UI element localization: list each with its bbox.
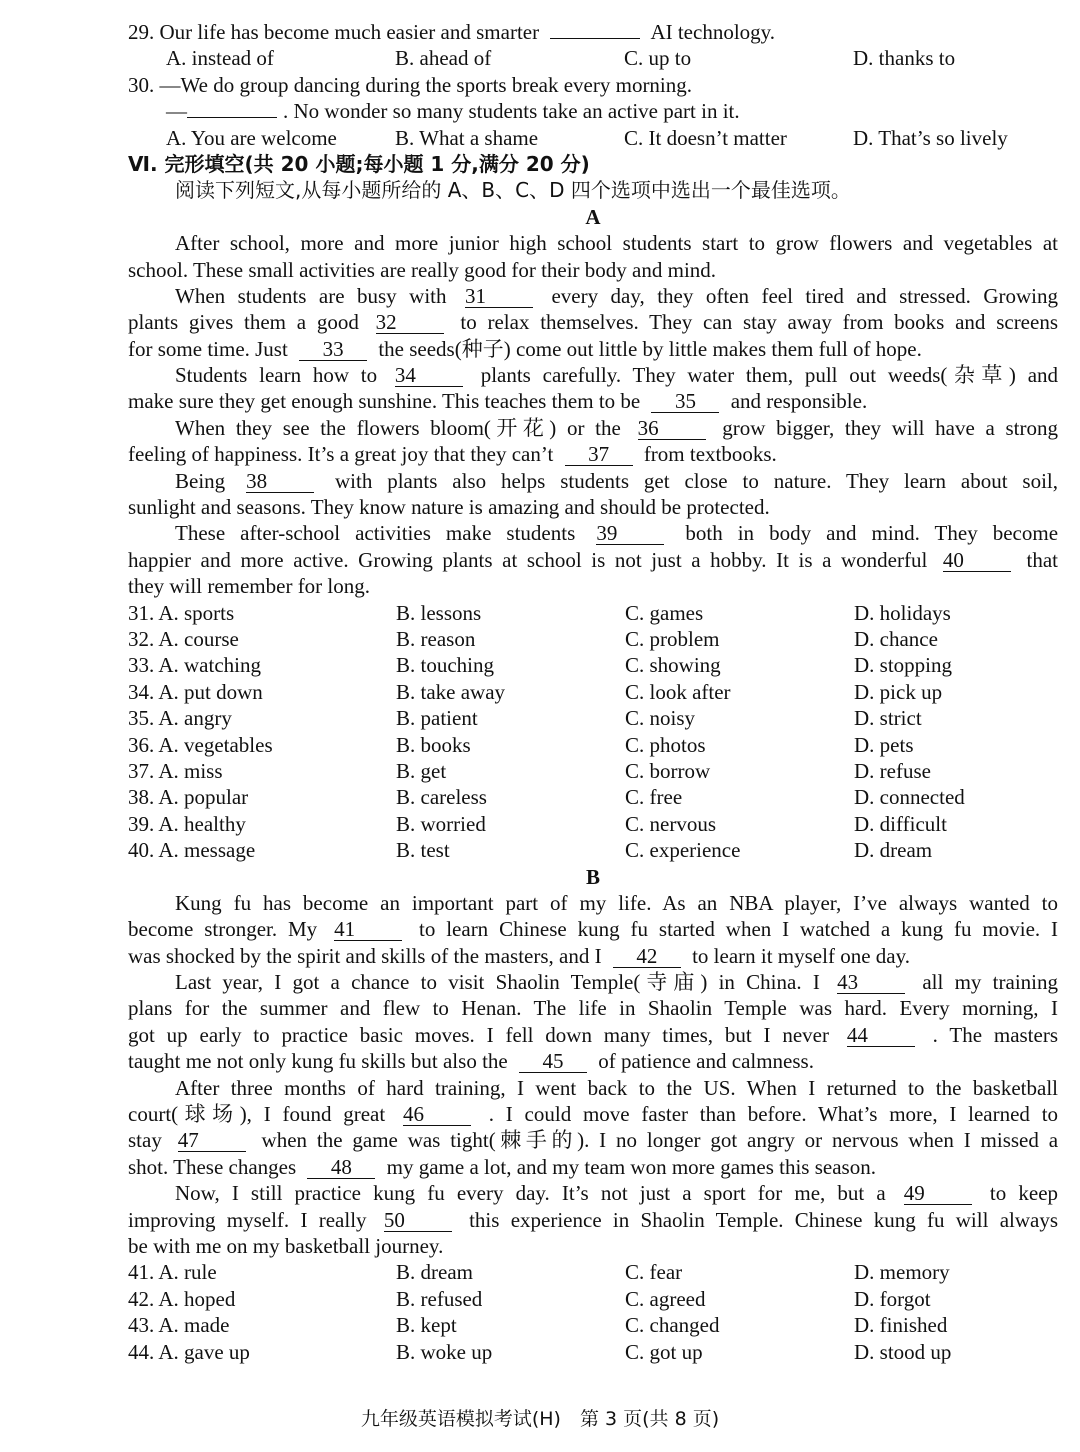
- option: D. refuse: [854, 758, 931, 783]
- passage-text: . I could move faster than before. What’s more, I learned to: [488, 1102, 1059, 1127]
- passage-text: to learn Chinese kung fu started when I watched a kung fu movie. I: [418, 917, 1059, 942]
- passage-text: After school, more and more junior high school students start to grow flowers and vegetables at: [175, 231, 1058, 256]
- question-30-reply-text: . No wonder so many students take an active part in it.: [283, 99, 740, 124]
- passage-text: they will remember for long.: [128, 574, 371, 599]
- blank-33: 33: [299, 338, 367, 361]
- question-30-options: [128, 125, 1058, 151]
- passage-text: of patience and calmness.: [598, 1049, 814, 1074]
- option: D. holidays: [854, 600, 951, 625]
- passage-text: happier and more active. Growing plants at school is not just a hobby. It is a wonderful: [128, 547, 928, 572]
- option-row: [128, 811, 1058, 837]
- passage-text: from textbooks.: [643, 442, 777, 467]
- option: D. That’s so lively: [853, 125, 1008, 150]
- option: B. woke up: [396, 1339, 493, 1364]
- passage-text: Being: [175, 468, 226, 493]
- passage-text: that: [1026, 547, 1059, 572]
- blank-46: 46: [403, 1103, 471, 1126]
- passage-b-options: [128, 1259, 1058, 1365]
- option: C. It doesn’t matter: [624, 125, 787, 150]
- option-row: [128, 1259, 1058, 1285]
- passage-line: [128, 890, 1058, 916]
- option-row: [128, 1286, 1058, 1312]
- option: 42. A. hoped: [128, 1286, 236, 1311]
- option: 34. A. put down: [128, 679, 263, 704]
- option: 37. A. miss: [128, 758, 223, 783]
- option: B. take away: [396, 679, 506, 704]
- passage-text: and responsible.: [730, 389, 868, 414]
- blank-36: 36: [638, 417, 706, 440]
- option: B. books: [396, 732, 471, 757]
- passage-line: [128, 1022, 1058, 1048]
- passage-a-label: A: [585, 204, 601, 229]
- passage-text: grow bigger, they will have a strong: [722, 415, 1059, 440]
- passage-text: After three months of hard training, I went back to the US. When I returned to the basketball: [175, 1075, 1058, 1100]
- option: B. worried: [396, 811, 486, 836]
- passage-text: court(球场), I found great: [128, 1102, 386, 1127]
- blank-31: 31: [465, 285, 533, 308]
- option: D. memory: [854, 1260, 950, 1285]
- option: 35. A. angry: [128, 706, 232, 731]
- option: C. agreed: [625, 1286, 706, 1311]
- option: B. lessons: [396, 600, 482, 625]
- passage-text: stay: [128, 1128, 162, 1153]
- passage-line: [128, 309, 1058, 335]
- option-row: [128, 626, 1058, 652]
- option-row: [128, 758, 1058, 784]
- blank-37: 37: [565, 443, 633, 466]
- option: 32. A. course: [128, 626, 239, 651]
- passage-text: the seeds(种子) come out little by little makes them full of hope.: [378, 336, 922, 361]
- passage-line: [128, 1233, 1058, 1259]
- option-row: [128, 837, 1058, 863]
- passage-line: [128, 995, 1058, 1021]
- passage-text: all my training: [922, 970, 1058, 995]
- option: C. changed: [625, 1313, 720, 1338]
- passage-a: [128, 230, 1058, 599]
- option: B. reason: [396, 626, 476, 651]
- option-row: [128, 652, 1058, 678]
- passage-text: feeling of happiness. It’s a great joy that they can’t: [128, 442, 554, 467]
- passage-text: make sure they get enough sunshine. This teaches them to be: [128, 389, 641, 414]
- question-30-reply: [128, 98, 1058, 124]
- option: B. ahead of: [395, 46, 492, 71]
- option: D. pick up: [854, 679, 943, 704]
- passage-text: when the game was tight(棘手的). I no longer got angry or nervous when I missed a: [261, 1128, 1059, 1153]
- option: D. stood up: [854, 1339, 952, 1364]
- passage-line: [128, 283, 1058, 309]
- blank-49: 49: [904, 1182, 972, 1205]
- blank-35: 35: [651, 390, 719, 413]
- blank-42: 42: [613, 945, 681, 968]
- blank-45: 45: [519, 1050, 587, 1073]
- blank-32: 32: [376, 311, 444, 334]
- option: D. stopping: [854, 653, 953, 678]
- option: D. forgot: [854, 1286, 931, 1311]
- option: D. thanks to: [853, 46, 956, 71]
- option-row: [128, 600, 1058, 626]
- question-29-stem: [128, 19, 1058, 45]
- passage-text: plants carefully. They water them, pull out weeds(杂草) and: [480, 363, 1059, 388]
- passage-line: [128, 494, 1058, 520]
- option: C. games: [625, 600, 704, 625]
- passage-line: [128, 257, 1058, 283]
- option: D. connected: [854, 785, 965, 810]
- option: C. noisy: [625, 706, 696, 731]
- blank-47: 47: [178, 1129, 246, 1152]
- passage-text: sunlight and seasons. They know nature is amazing and should be protected.: [128, 495, 770, 520]
- option: C. look after: [625, 679, 731, 704]
- passage-line: [128, 441, 1058, 467]
- passage-text: Last year, I got a chance to visit Shaolin Temple(寺庙) in China. I: [175, 970, 820, 995]
- passage-text: Now, I still practice kung fu every day. It’s not just a sport for me, but a: [175, 1181, 886, 1206]
- option: 39. A. healthy: [128, 811, 246, 836]
- passage-line: [128, 520, 1058, 546]
- passage-text: for some time. Just: [128, 336, 288, 361]
- option: B. patient: [396, 706, 478, 731]
- option: B. kept: [396, 1313, 457, 1338]
- blank-39: 39: [596, 522, 664, 545]
- option: 43. A. made: [128, 1313, 230, 1338]
- passage-text: to relax themselves. They can stay away from books and screens: [460, 310, 1058, 335]
- passage-line: [128, 1180, 1058, 1206]
- passage-line: [128, 1048, 1058, 1074]
- option-row: [128, 1339, 1058, 1365]
- passage-text: to keep: [989, 1181, 1059, 1206]
- passage-text: become stronger. My: [128, 917, 318, 942]
- option-row: [128, 1312, 1058, 1338]
- passage-line: [128, 1154, 1058, 1180]
- passage-text: every day, they often feel tired and stressed. Growing: [551, 283, 1058, 308]
- page-footer: 九年级英语模拟考试(H) 第 3 页(共 8 页): [360, 1408, 720, 1430]
- option: B. touching: [396, 653, 494, 678]
- passage-line: [128, 943, 1058, 969]
- option: 33. A. watching: [128, 653, 261, 678]
- passage-a-options: [128, 600, 1058, 864]
- option: D. dream: [854, 838, 933, 863]
- option: B. get: [396, 758, 447, 783]
- option: B. careless: [396, 785, 487, 810]
- passage-text: with plants also helps students get close to nature. They learn about soil,: [334, 468, 1059, 493]
- option: C. fear: [625, 1260, 683, 1285]
- option-row: [128, 732, 1058, 758]
- option: B. test: [396, 838, 450, 863]
- option: C. got up: [625, 1339, 703, 1364]
- passage-text: These after-school activities make students: [175, 521, 576, 546]
- passage-text: When students are busy with: [175, 283, 447, 308]
- blank-38: 38: [246, 470, 314, 493]
- question-30-text: 30. —We do group dancing during the sports break every morning.: [128, 72, 693, 97]
- option: 38. A. popular: [128, 785, 249, 810]
- passage-text: got up early to practice basic moves. I fell down many times, but I never: [128, 1022, 829, 1047]
- option: C. experience: [625, 838, 741, 863]
- question-29-blank: [550, 38, 640, 39]
- section-instruction: 阅读下列短文,从每小题所给的 A、B、C、D 四个选项中选出一个最佳选项。: [175, 178, 851, 203]
- blank-48: 48: [307, 1156, 375, 1179]
- blank-50: 50: [384, 1209, 452, 1232]
- question-30-stem: [128, 72, 1058, 98]
- passage-text: both in body and mind. They become: [685, 521, 1059, 546]
- option: 36. A. vegetables: [128, 732, 273, 757]
- option: 31. A. sports: [128, 600, 235, 625]
- passage-text: plans for the summer and flew to Henan. The life in Shaolin Temple was hard. Every morning, I: [128, 996, 1058, 1021]
- option: C. problem: [625, 626, 720, 651]
- passage-text: this experience in Shaolin Temple. Chinese kung fu will always: [469, 1207, 1059, 1232]
- passage-line: [128, 1075, 1058, 1101]
- option: D. pets: [854, 732, 914, 757]
- option: C. nervous: [625, 811, 716, 836]
- passage-text: plants gives them a good: [128, 310, 359, 335]
- blank-34: 34: [395, 364, 463, 387]
- option-row: [128, 784, 1058, 810]
- passage-text: improving myself. I really: [128, 1207, 367, 1232]
- question-29-text-end: AI technology.: [650, 20, 776, 44]
- passage-text: taught me not only kung fu skills but also the: [128, 1049, 508, 1074]
- option: B. refused: [396, 1286, 483, 1311]
- option: 44. A. gave up: [128, 1339, 250, 1364]
- option: A. You are welcome: [166, 125, 337, 150]
- option-row: [128, 679, 1058, 705]
- passage-line: [128, 1101, 1058, 1127]
- blank-40: 40: [943, 549, 1011, 572]
- option: B. dream: [396, 1260, 473, 1285]
- passage-line: [128, 916, 1058, 942]
- question-29-options: [128, 45, 1058, 71]
- passage-b-label: B: [585, 864, 600, 889]
- option: D. finished: [854, 1313, 948, 1338]
- passage-line: [128, 969, 1058, 995]
- passage-text: shot. These changes: [128, 1154, 297, 1179]
- question-30-dash: —: [166, 99, 187, 124]
- passage-b: [128, 890, 1058, 1259]
- passage-text: Students learn how to: [175, 363, 378, 388]
- option: 41. A. rule: [128, 1260, 217, 1285]
- option: D. difficult: [854, 811, 947, 836]
- passage-line: [128, 1127, 1058, 1153]
- blank-41: 41: [334, 918, 402, 941]
- passage-text: . The masters: [932, 1022, 1059, 1047]
- option: B. What a shame: [395, 125, 539, 150]
- page-content: [128, 19, 1058, 1365]
- passage-line: [128, 230, 1058, 256]
- passage-line: [128, 388, 1058, 414]
- passage-text: my game a lot, and my team won more games this season.: [386, 1154, 876, 1179]
- passage-text: When they see the flowers bloom(开花) or the: [175, 415, 621, 440]
- option: C. showing: [625, 653, 721, 678]
- question-30-blank: [187, 117, 277, 118]
- option-row: [128, 705, 1058, 731]
- option: C. borrow: [625, 758, 711, 783]
- section-heading: Ⅵ. 完形填空(共 20 小题;每小题 1 分,满分 20 分): [128, 151, 590, 176]
- option: D. strict: [854, 706, 922, 731]
- passage-text: to learn it myself one day.: [692, 943, 910, 968]
- passage-line: [128, 547, 1058, 573]
- option: C. up to: [624, 46, 692, 71]
- passage-line: [128, 362, 1058, 388]
- passage-line: [128, 336, 1058, 362]
- passage-line: [128, 468, 1058, 494]
- blank-44: 44: [847, 1024, 915, 1047]
- passage-line: [128, 573, 1058, 599]
- passage-text: school. These small activities are really good for their body and mind.: [128, 257, 717, 282]
- passage-text: was shocked by the spirit and skills of the masters, and I: [128, 943, 602, 968]
- option: A. instead of: [166, 46, 274, 71]
- option: C. photos: [625, 732, 706, 757]
- passage-text: Kung fu has become an important part of my life. As an NBA player, I’ve always wanted to: [175, 890, 1058, 915]
- passage-line: [128, 1207, 1058, 1233]
- blank-43: 43: [837, 971, 905, 994]
- passage-text: be with me on my basketball journey.: [128, 1233, 444, 1258]
- option: D. chance: [854, 626, 938, 651]
- passage-line: [128, 415, 1058, 441]
- option: 40. A. message: [128, 838, 256, 863]
- option: C. free: [625, 785, 683, 810]
- question-29-text: 29. Our life has become much easier and smarter: [128, 20, 540, 44]
